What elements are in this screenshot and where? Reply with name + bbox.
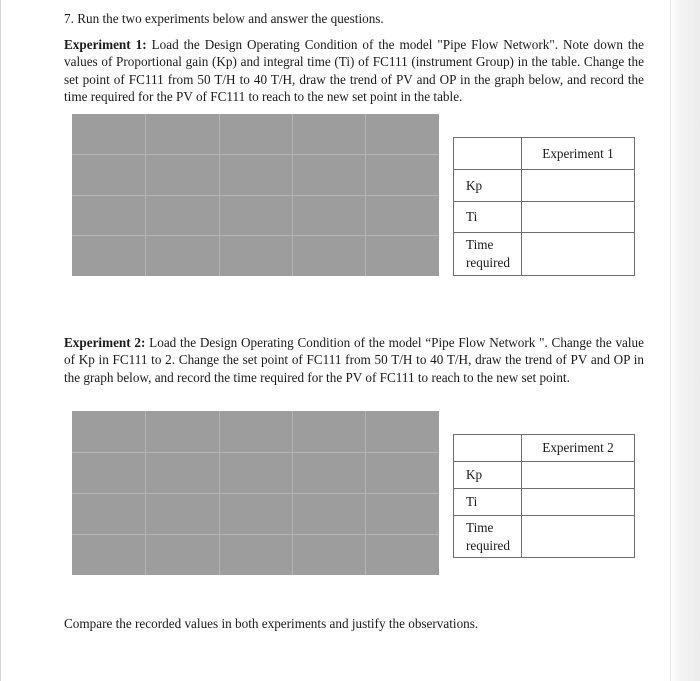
table-row bbox=[454, 489, 635, 516]
time-required-value-cell[interactable] bbox=[522, 233, 635, 276]
kp-value-cell[interactable] bbox=[522, 462, 635, 489]
experiment-2-text: Load the Design Operating Condition of the model “Pipe Flow Network ". Change the value of Kp in FC111 to 2. Change the set point of FC111 from 50 T/H to 40 T/H, draw the trend of PV and OP in the graph below, and record the time required for the PV of FC111 to reach to the new set point. bbox=[64, 335, 645, 385]
graph-gridline bbox=[72, 452, 439, 453]
experiment-1-graph[interactable] bbox=[72, 114, 439, 276]
time-required-value-cell[interactable] bbox=[522, 516, 635, 558]
experiment-2-graph[interactable] bbox=[72, 411, 439, 575]
experiment-1-header: Experiment 1 bbox=[522, 138, 635, 170]
ti-value-cell[interactable] bbox=[522, 202, 635, 233]
table-row bbox=[454, 170, 635, 202]
kp-label: Kp bbox=[454, 462, 522, 489]
experiment-2-heading: Experiment 2: bbox=[64, 335, 146, 350]
graph-gridline bbox=[72, 493, 439, 494]
question-title: 7. Run the two experiments below and answer the questions. bbox=[64, 11, 384, 26]
experiment-1-paragraph bbox=[64, 36, 644, 105]
table-row bbox=[454, 233, 635, 276]
page-left-edge bbox=[0, 0, 1, 681]
compare-prompt: Compare the recorded values in both experiments and justify the observations. bbox=[64, 616, 479, 631]
graph-gridline bbox=[72, 154, 439, 155]
kp-value-cell[interactable] bbox=[522, 170, 635, 202]
ti-label: Ti bbox=[454, 202, 522, 233]
table-corner-cell bbox=[454, 138, 522, 170]
table-row bbox=[454, 516, 635, 558]
time-required-label: Time required bbox=[454, 233, 522, 276]
experiment-1-heading: Experiment 1: bbox=[64, 37, 147, 52]
graph-gridline bbox=[72, 195, 439, 196]
table-corner-cell bbox=[454, 435, 522, 462]
graph-gridline bbox=[72, 534, 439, 535]
table-row bbox=[454, 202, 635, 233]
page-right-shadow bbox=[670, 0, 700, 681]
experiment-2-paragraph bbox=[64, 334, 644, 386]
table-row bbox=[454, 462, 635, 489]
experiment-2-table bbox=[453, 434, 635, 558]
kp-label: Kp bbox=[454, 170, 522, 202]
time-required-label: Time required bbox=[454, 516, 522, 558]
graph-gridline bbox=[72, 235, 439, 236]
experiment-1-table bbox=[453, 137, 635, 276]
experiment-1-text: Load the Design Operating Condition of the model "Pipe Flow Network". Note down the values of Proportional gain (Kp) and integral time (Ti) of FC111 (instrument Group) in the table. Change the set point of FC111 from 50 T/H to 40 T/H, draw the trend of PV and OP in the graph below, and record the time required for the PV of FC111 to reach to the new set point in the table. bbox=[64, 37, 644, 104]
ti-label: Ti bbox=[454, 489, 522, 516]
ti-value-cell[interactable] bbox=[522, 489, 635, 516]
experiment-2-header: Experiment 2 bbox=[522, 435, 635, 462]
